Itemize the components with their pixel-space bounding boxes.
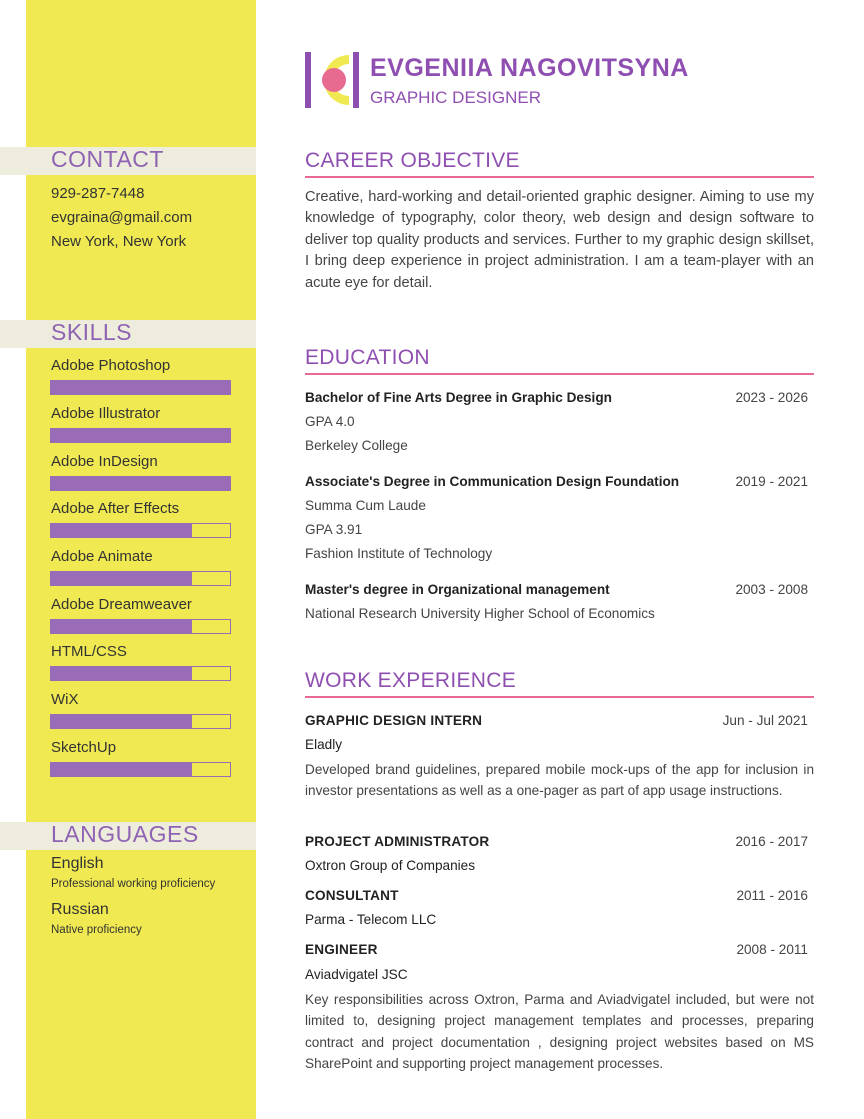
skills-heading: SKILLS	[51, 319, 132, 345]
job-years: 2011 - 2016	[736, 888, 808, 903]
education-school: National Research University Higher School of Economics	[305, 606, 655, 621]
contact-location: New York, New York	[51, 233, 187, 250]
skill-bar-fill	[51, 715, 192, 728]
job-years: 2016 - 2017	[735, 834, 808, 849]
work-divider	[305, 696, 814, 698]
job-title: PROJECT ADMINISTRATOR	[305, 834, 490, 849]
language-level: Professional working proficiency	[51, 878, 216, 890]
skill-bar	[50, 762, 231, 777]
education-years: 2003 - 2008	[735, 582, 808, 597]
job-title: ENGINEER	[305, 942, 378, 957]
skill-bar	[50, 571, 231, 586]
objective-text: Creative, hard-working and detail-oriented graphic designer. Aiming to use my knowledge of typography, color theory, web design and design software to deliver top quality products and services. Further to my graphic design skillset, I bring deep experience in project administration. I am a team-player with an acute eye for detail.	[305, 189, 814, 291]
job-company: Parma - Telecom LLC	[305, 912, 437, 927]
education-detail: GPA 3.91	[305, 522, 363, 537]
language-name: Russian	[51, 901, 109, 918]
education-school: Fashion Institute of Technology	[305, 546, 493, 561]
skill-bar-fill	[51, 763, 192, 776]
job-years: Jun - Jul 2021	[722, 713, 808, 728]
skill-bar-fill	[51, 381, 230, 394]
candidate-role: GRAPHIC DESIGNER	[370, 88, 541, 107]
skill-label: HTML/CSS	[51, 643, 127, 660]
skill-label: SketchUp	[51, 739, 117, 756]
education-degree: Associate's Degree in Communication Design Foundation	[305, 474, 680, 489]
language-level: Native proficiency	[51, 924, 142, 936]
job-years: 2008 - 2011	[736, 942, 808, 957]
education-heading: EDUCATION	[305, 346, 430, 369]
job-title: GRAPHIC DESIGN INTERN	[305, 713, 483, 728]
skill-bar-fill	[51, 524, 192, 537]
skill-label: Adobe Photoshop	[51, 357, 171, 374]
education-degree: Master's degree in Organizational management	[305, 582, 610, 597]
skill-bar-fill	[51, 477, 230, 490]
skill-bar	[50, 619, 231, 634]
languages-heading: LANGUAGES	[51, 821, 199, 847]
skill-bar	[50, 714, 231, 729]
candidate-name: EVGENIIA NAGOVITSYNA	[370, 54, 689, 82]
job-company: Oxtron Group of Companies	[305, 858, 476, 873]
job-title: CONSULTANT	[305, 888, 399, 903]
skill-bar	[50, 380, 231, 395]
skill-label: Adobe After Effects	[51, 500, 180, 517]
contact-phone: 929-287-7448	[51, 185, 145, 202]
skill-bar-fill	[51, 620, 192, 633]
skill-label: Adobe Animate	[51, 548, 153, 565]
skill-bar	[50, 476, 231, 491]
job-company: Eladly	[305, 737, 343, 752]
logo-icon	[305, 52, 361, 108]
work-heading: WORK EXPERIENCE	[305, 669, 517, 692]
contact-email: evgraina@gmail.com	[51, 209, 193, 226]
skill-label: Adobe Dreamweaver	[51, 596, 192, 613]
education-detail: Summa Cum Laude	[305, 498, 426, 513]
skill-bar-fill	[51, 429, 230, 442]
skill-bar-fill	[51, 667, 192, 680]
education-divider	[305, 373, 814, 375]
skill-bar-fill	[51, 572, 192, 585]
job-company: Aviadvigatel JSC	[305, 967, 408, 982]
skill-label: Adobe InDesign	[51, 453, 158, 470]
skill-label: Adobe Illustrator	[51, 405, 161, 422]
education-years: 2019 - 2021	[735, 474, 808, 489]
contact-heading: CONTACT	[51, 146, 164, 172]
education-detail: GPA 4.0	[305, 414, 355, 429]
education-school: Berkeley College	[305, 438, 408, 453]
job-description: Developed brand guidelines, prepared mobile mock-ups of the app for inclusion in investor presentations as well as a one-pager as part of app usage instructions.	[305, 762, 814, 799]
education-degree: Bachelor of Fine Arts Degree in Graphic Design	[305, 390, 612, 405]
education-years: 2023 - 2026	[735, 390, 808, 405]
objective-heading: CAREER OBJECTIVE	[305, 149, 520, 172]
objective-divider	[305, 176, 814, 178]
skill-bar	[50, 428, 231, 443]
language-name: English	[51, 855, 104, 872]
skill-label: WiX	[51, 691, 79, 708]
skill-bar	[50, 523, 231, 538]
skill-bar	[50, 666, 231, 681]
job-description: Key responsibilities across Oxtron, Parma and Aviadvigatel included, but were not limited to, designing project management templates and processes, preparing contract and project documentation , designing project websites based on MS SharePoint and supporting project management processes.	[305, 992, 814, 1071]
